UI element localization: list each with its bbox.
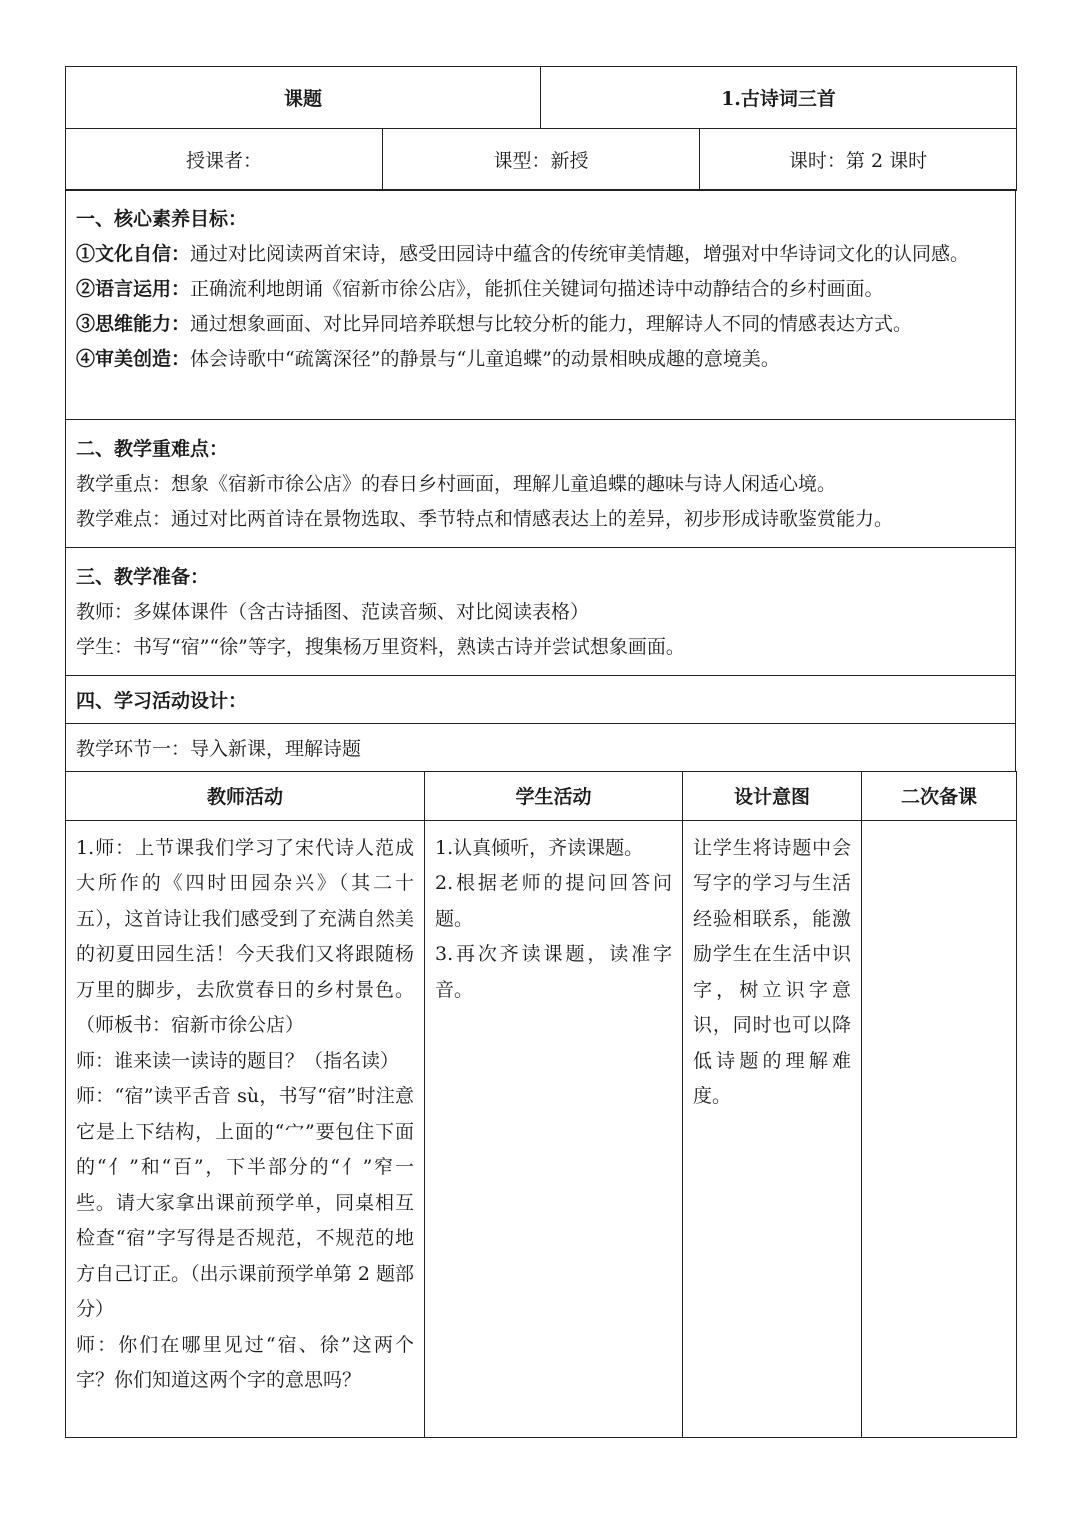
- section-preparation: [66, 548, 1016, 676]
- teacher-line: 师：谁来读一读诗的题目？（指名读）: [76, 1049, 400, 1072]
- lesson-time-cell: 课时：第 2 课时: [700, 128, 1017, 190]
- objective-item: ③思维能力：通过想象画面、对比异同培养联想与比较分析的能力，理解诗人不同的情感表达方式。: [76, 313, 913, 335]
- teacher-line: 师：你们在哪里见过“宿、徐”这两个字？你们知道这两个字的意思吗？: [76, 1333, 414, 1391]
- design-intent-cell: [683, 820, 862, 1437]
- teacher-line: 1.师：上节课我们学习了宋代诗人范成大所作的《四时田园杂兴》（其二十五），这首诗让我们感受到了充满自然美的初夏田园生活！今天我们又将跟随杨万里的脚步，去欣赏春日的乡村景色。（师板书：宿新市徐公店）: [76, 836, 414, 1036]
- col-design-intent: 设计意图: [683, 771, 862, 820]
- prep-line: 学生：书写“宿”“徐”等字，搜集杨万里资料，熟读古诗并尝试想象画面。: [76, 636, 685, 658]
- objective-item: ①文化自信：通过对比阅读两首宋诗，感受田园诗中蕴含的传统审美情趣，增强对中华诗词文化的认同感。: [76, 243, 970, 265]
- sections-table: [65, 189, 1016, 772]
- section-title: 二、教学重难点：: [76, 438, 229, 460]
- student-line: 3.再次齐读课题，读准字音。: [435, 943, 672, 1001]
- section-key-points: [66, 420, 1016, 548]
- section-title: 一、核心素养目标：: [76, 208, 248, 230]
- section-objectives: [66, 190, 1016, 420]
- section-activity-title: 四、学习活动设计：: [66, 676, 1016, 724]
- teacher-activity-cell: [66, 820, 425, 1437]
- student-activity-cell: [425, 820, 683, 1437]
- teacher-line: 师：“宿”读平舌音 sù，书写“宿”时注意它是上下结构，上面的“宀”要包住下面的“亻”和“百”，下半部分的“亻”窄一些。请大家拿出课前预学单，同桌相互检查“宿”字写得是否规范，不规范的地方自己订正。（出示课前预学单第 2 题部分）: [76, 1085, 414, 1320]
- teaching-step: 教学环节一：导入新课，理解诗题: [66, 724, 1016, 772]
- topic-label: 课题: [66, 67, 541, 129]
- col-second-prep: 二次备课: [862, 771, 1017, 820]
- header-info-table: [65, 128, 1017, 191]
- col-teacher-activity: 教师活动: [66, 771, 425, 820]
- topic-value: 1.古诗词三首: [541, 67, 1017, 129]
- header-table: [65, 66, 1017, 129]
- activity-table: [65, 771, 1017, 1438]
- lesson-plan: [65, 66, 1016, 1438]
- intent-text: 让学生将诗题中会写字的学习与生活经验相联系，能激励学生在生活中识字，树立识字意识，同时也可以降低诗题的理解难度。: [693, 836, 851, 1107]
- teacher-cell: 授课者：: [66, 128, 383, 190]
- student-line: 1.认真倾听，齐读课题。: [435, 836, 644, 859]
- prep-line: 教师：多媒体课件（含古诗插图、范读音频、对比阅读表格）: [76, 601, 590, 623]
- key-point-line: 教学难点：通过对比两首诗在景物选取、季节特点和情感表达上的差异，初步形成诗歌鉴赏能力。: [76, 508, 894, 530]
- col-student-activity: 学生活动: [425, 771, 683, 820]
- objective-item: ②语言运用：正确流利地朗诵《宿新市徐公店》，能抓住关键词句描述诗中动静结合的乡村画面。: [76, 278, 884, 300]
- section-title: 三、教学准备：: [76, 566, 210, 588]
- key-point-line: 教学重点：想象《宿新市徐公店》的春日乡村画面，理解儿童追蝶的趣味与诗人闲适心境。: [76, 473, 837, 495]
- student-line: 2.根据老师的提问回答问题。: [435, 872, 672, 930]
- objective-item: ④审美创造：体会诗歌中“疏篱深径”的静景与“儿童追蝶”的动景相映成趣的意境美。: [76, 348, 780, 370]
- lesson-type-cell: 课型：新授: [383, 128, 700, 190]
- second-prep-cell: [862, 820, 1017, 1437]
